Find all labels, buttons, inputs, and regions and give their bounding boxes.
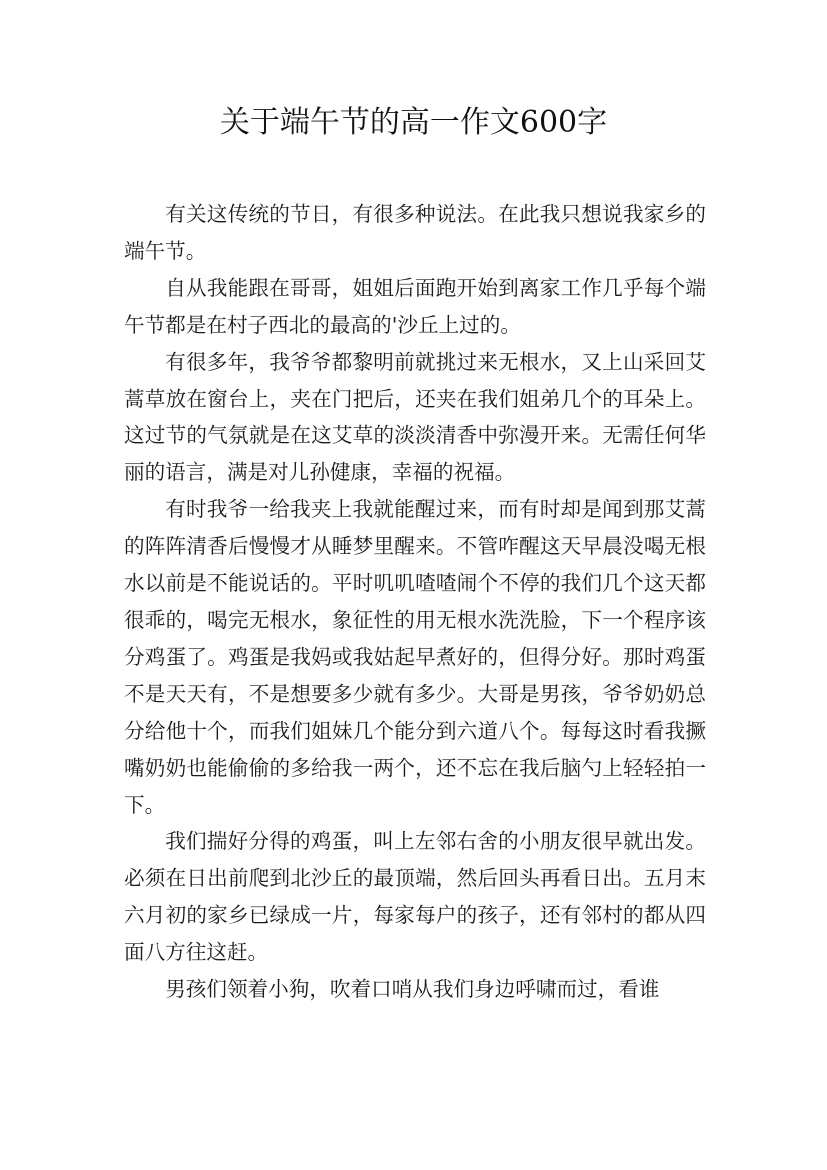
paragraph-5: 我们揣好分得的鸡蛋，叫上左邻右舍的小朋友很早就出发。必须在日出前爬到北沙丘的最顶端，然后回头再看日出。五月末六月初的家乡已绿成一片，每家每户的孩子，还有邻村的都从四面八方往这赶。 [124, 829, 706, 965]
paragraph-6: 男孩们领着小狗，吹着口哨从我们身边呼啸而过，看谁 [165, 977, 660, 1002]
document-body [124, 196, 706, 1008]
paragraph-4: 有时我爷一给我夹上我就能醒过来，而有时却是闻到那艾蒿的阵阵清香后慢慢才从睡梦里醒来。不管咋醒这天早晨没喝无根水以前是不能说话的。平时叽叽喳喳闹个不停的我们几个这天都很乖的，喝完无根水，象征性的用无根水洗洗脸，下一个程序该分鸡蛋了。鸡蛋是我妈或我姑起早煮好的，但得分好。那时鸡蛋不是天天有，不是想要多少就有多少。大哥是男孩，爷爷奶奶总分给他十个，而我们姐妹几个能分到六道八个。每每这时看我撅嘴奶奶也能偷偷的多给我一两个，还不忘在我后脑勺上轻轻拍一下。 [124, 497, 706, 817]
document-title: 关于端午节的高一作文600字 [219, 105, 608, 140]
paragraph-2: 自从我能跟在哥哥，姐姐后面跑开始到离家工作几乎每个端午节都是在村子西北的最高的'沙丘上过的。 [124, 275, 706, 337]
paragraph-1: 有关这传统的节日，有很多种说法。在此我只想说我家乡的端午节。 [124, 202, 706, 263]
paragraph-3: 有很多年，我爷爷都黎明前就挑过来无根水，又上山采回艾蒿草放在窗台上，夹在门把后，还夹在我们姐弟几个的耳朵上。这过节的气氛就是在这艾草的淡淡清香中弥漫开来。无需任何华丽的语言，满是对儿孙健康，幸福的祝福。 [124, 349, 706, 485]
